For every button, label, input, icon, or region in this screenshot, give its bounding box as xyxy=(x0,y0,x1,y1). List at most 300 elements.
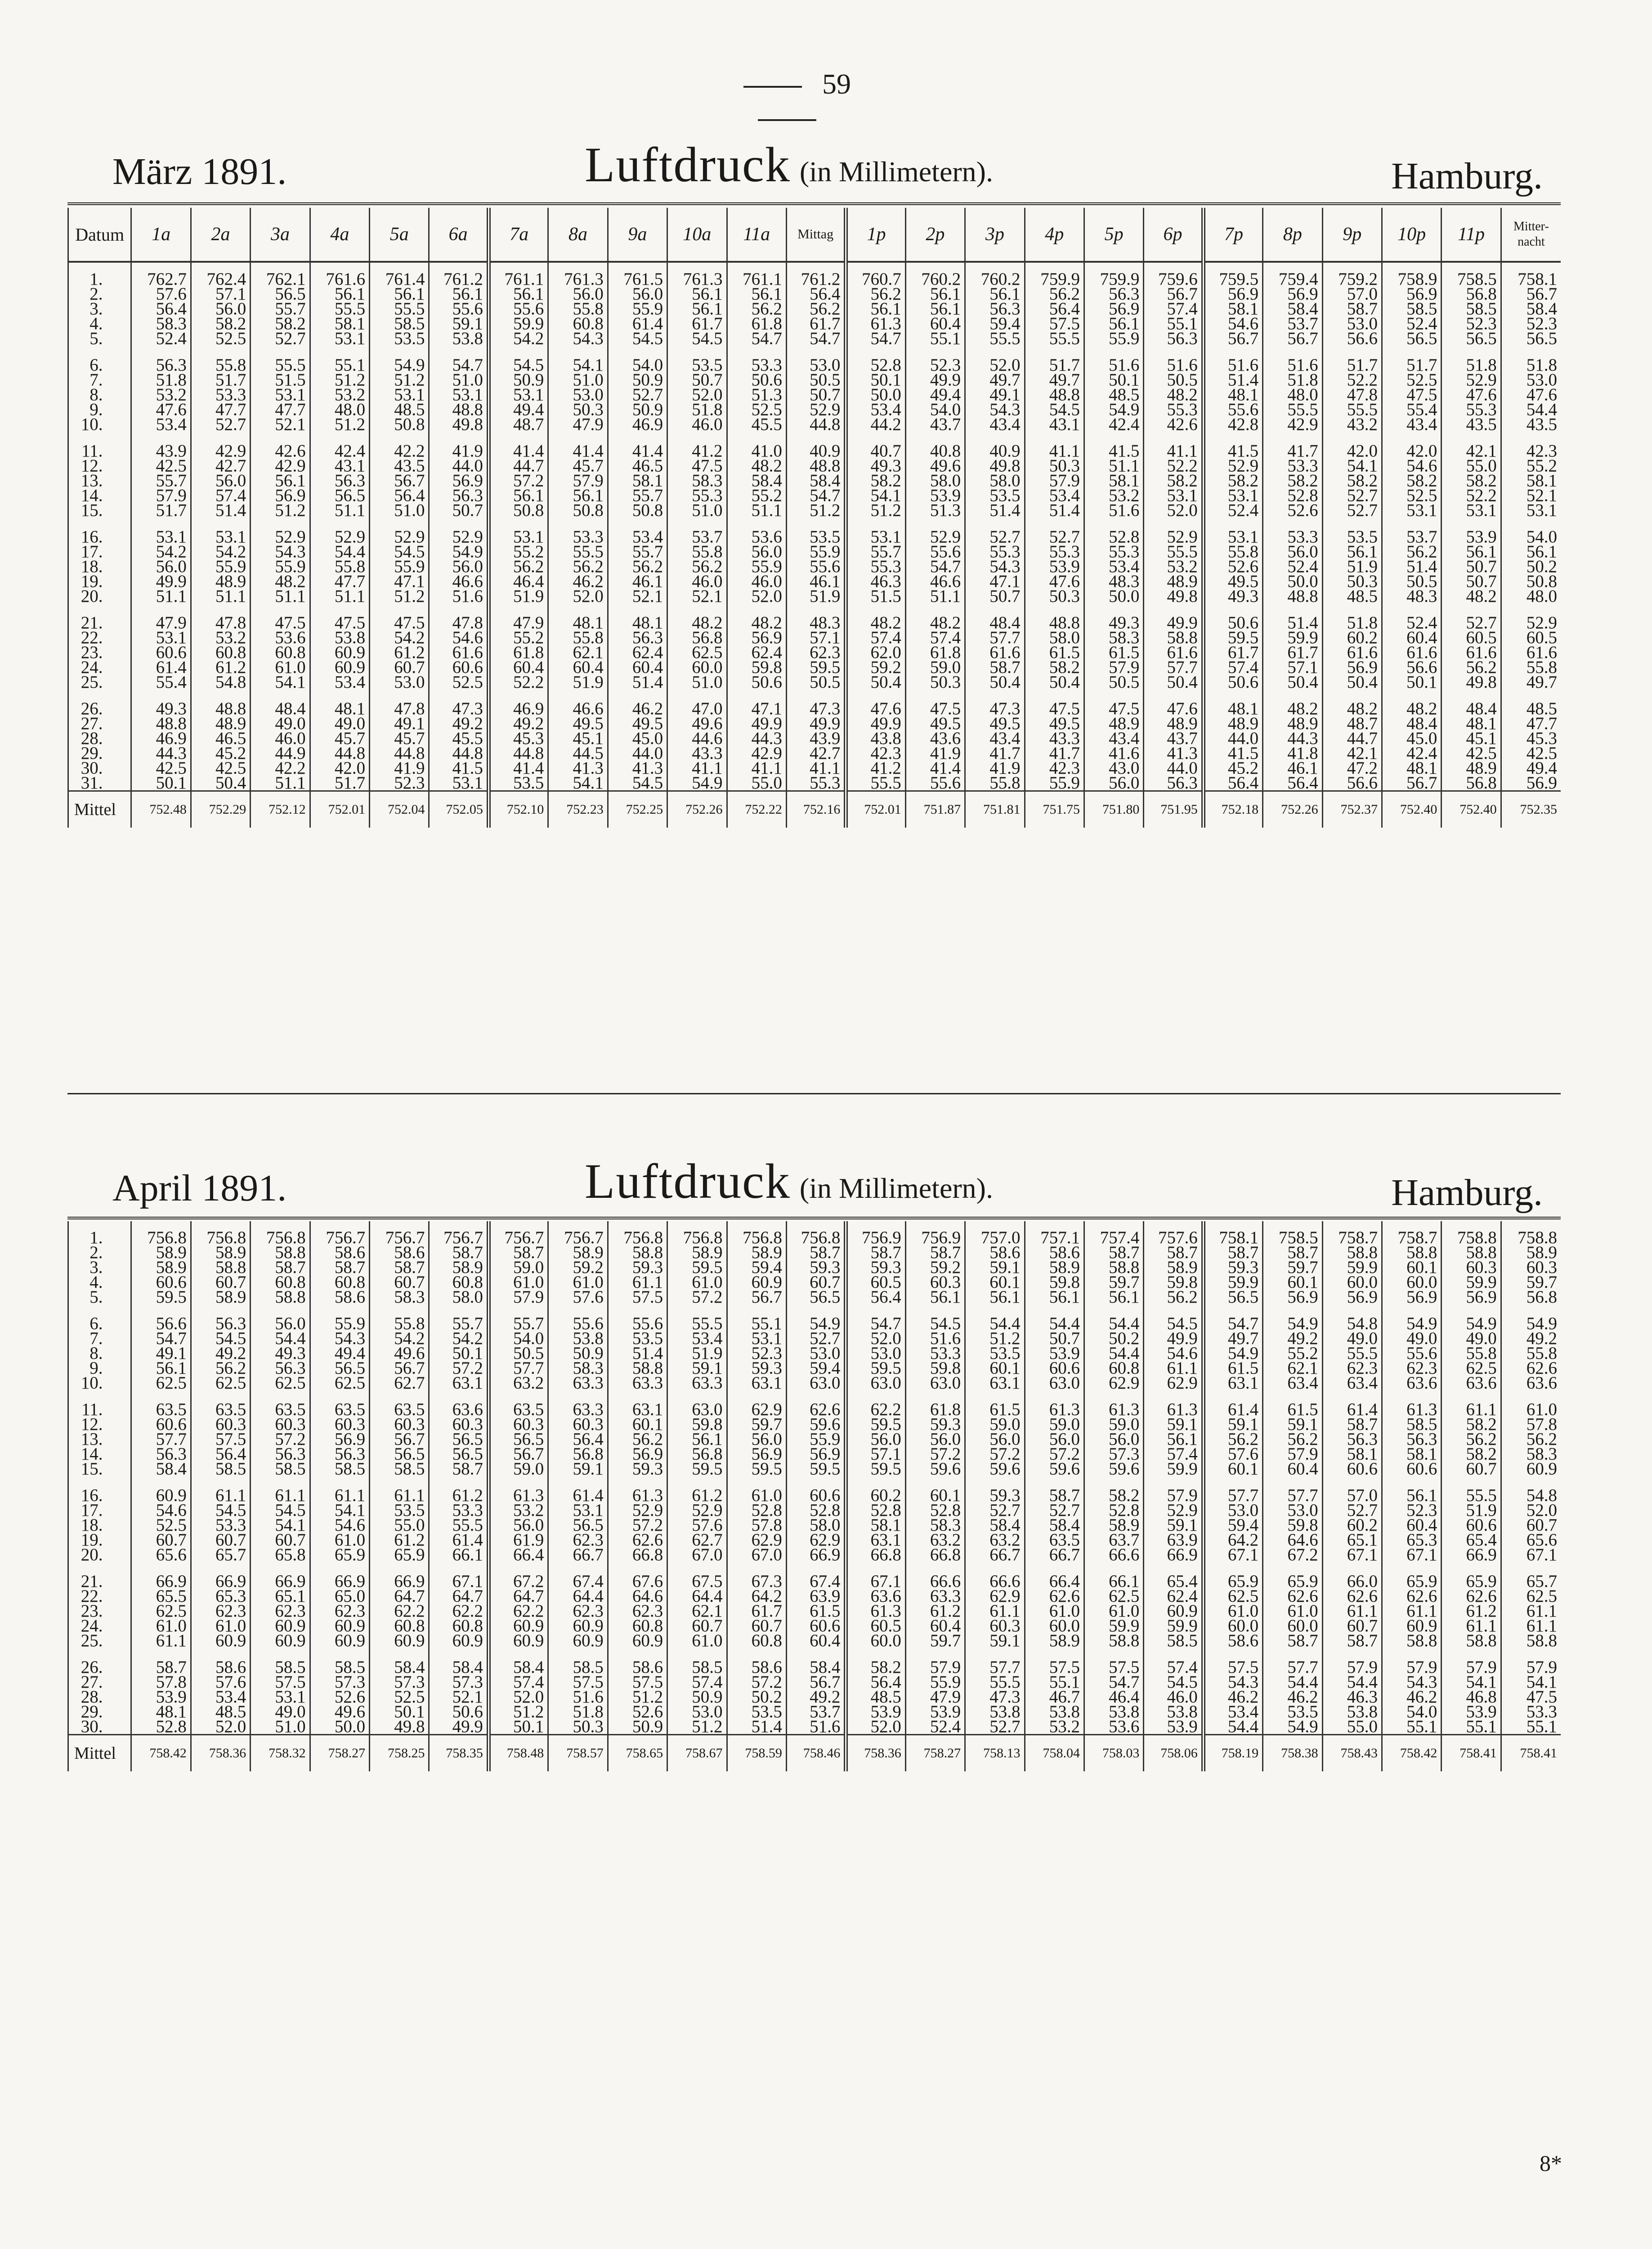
pressure-cell: 61.3 xyxy=(1084,1402,1143,1417)
pressure-cell: 58.7 xyxy=(846,1245,905,1260)
pressure-cell: 62.6 xyxy=(786,1402,846,1417)
pressure-cell: 51.6 xyxy=(1263,358,1322,372)
pressure-cell: 57.0 xyxy=(1322,287,1382,301)
mean-cell: 758.46 xyxy=(786,1735,846,1772)
pressure-cell: 41.5 xyxy=(429,761,488,775)
pressure-cell: 60.5 xyxy=(1501,630,1561,645)
pressure-cell: 45.1 xyxy=(1442,731,1501,746)
pressure-cell: 61.0 xyxy=(1263,1604,1322,1618)
pressure-cell: 57.3 xyxy=(370,1675,429,1689)
pressure-cell: 48.1 xyxy=(1442,716,1501,731)
pressure-cell: 56.7 xyxy=(727,1290,786,1304)
pressure-cell: 45.7 xyxy=(310,731,369,746)
pressure-cell: 55.9 xyxy=(251,559,310,574)
pressure-cell: 59.3 xyxy=(846,1260,905,1275)
pressure-cell: 41.7 xyxy=(965,746,1025,761)
pressure-cell: 55.5 xyxy=(1442,1488,1501,1503)
pressure-cell: 58.3 xyxy=(370,1290,429,1304)
pressure-cell: 66.0 xyxy=(1322,1574,1382,1589)
pressure-cell: 50.8 xyxy=(548,503,608,518)
pressure-cell: 51.6 xyxy=(548,1689,608,1704)
pressure-cell: 50.4 xyxy=(191,775,250,791)
pressure-cell: 42.4 xyxy=(310,444,369,458)
pressure-cell: 56.1 xyxy=(727,287,786,301)
pressure-cell: 60.0 xyxy=(1322,1275,1382,1290)
pressure-cell: 58.7 xyxy=(1322,1417,1382,1432)
pressure-cell: 756.8 xyxy=(191,1221,250,1245)
pressure-cell: 65.0 xyxy=(310,1589,369,1604)
pressure-cell: 760.2 xyxy=(905,262,965,287)
date-cell: 2. xyxy=(68,287,131,301)
pressure-cell: 52.7 xyxy=(1322,1503,1382,1518)
pressure-cell: 46.2 xyxy=(548,574,608,589)
pressure-cell: 56.0 xyxy=(965,1432,1025,1447)
pressure-cell: 58.4 xyxy=(965,1518,1025,1532)
date-cell: 19. xyxy=(68,574,131,589)
pressure-cell: 52.4 xyxy=(1203,503,1263,518)
pressure-cell: 57.4 xyxy=(667,1675,727,1689)
pressure-cell: 63.9 xyxy=(786,1589,846,1604)
pressure-cell: 61.3 xyxy=(1025,1402,1084,1417)
pressure-cell: 66.1 xyxy=(1084,1574,1143,1589)
page-number xyxy=(675,67,900,134)
mean-cell: 752.25 xyxy=(608,791,667,828)
pressure-cell: 53.0 xyxy=(786,358,846,372)
pressure-cell: 45.5 xyxy=(727,417,786,432)
pressure-cell: 50.4 xyxy=(1025,675,1084,690)
pressure-cell: 51.9 xyxy=(786,589,846,604)
pressure-cell: 48.9 xyxy=(1144,716,1203,731)
column-header-datum: Datum xyxy=(68,208,131,262)
pressure-cell: 44.8 xyxy=(488,746,548,761)
pressure-cell: 55.8 xyxy=(667,544,727,559)
pressure-cell: 53.5 xyxy=(1263,1704,1322,1719)
pressure-cell: 60.3 xyxy=(488,1417,548,1432)
pressure-cell: 56.1 xyxy=(1442,544,1501,559)
pressure-cell: 48.7 xyxy=(1322,716,1382,731)
pressure-cell: 42.2 xyxy=(370,444,429,458)
pressure-cell: 58.9 xyxy=(548,1245,608,1260)
pressure-cell: 62.9 xyxy=(786,1532,846,1547)
pressure-cell: 42.0 xyxy=(1322,444,1382,458)
pressure-cell: 56.7 xyxy=(1501,287,1561,301)
pressure-cell: 43.9 xyxy=(786,731,846,746)
pressure-cell: 58.7 xyxy=(488,1245,548,1260)
pressure-cell: 48.8 xyxy=(786,458,846,473)
pressure-cell: 58.1 xyxy=(310,316,369,331)
pressure-cell: 60.3 xyxy=(965,1618,1025,1633)
pressure-cell: 61.3 xyxy=(488,1488,548,1503)
pressure-cell: 52.9 xyxy=(1144,1503,1203,1518)
date-cell: 30. xyxy=(68,1719,131,1735)
pressure-cell: 52.1 xyxy=(1501,488,1561,503)
pressure-cell: 59.0 xyxy=(488,1260,548,1275)
pressure-cell: 47.7 xyxy=(1501,716,1561,731)
pressure-cell: 42.3 xyxy=(1025,761,1084,775)
column-header: 3p xyxy=(965,208,1025,262)
pressure-cell: 65.6 xyxy=(1501,1532,1561,1547)
pressure-cell: 52.5 xyxy=(727,402,786,417)
pressure-cell: 64.6 xyxy=(1263,1532,1322,1547)
pressure-cell: 50.8 xyxy=(488,503,548,518)
pressure-cell: 58.2 xyxy=(1025,660,1084,675)
pressure-cell: 59.5 xyxy=(1203,630,1263,645)
date-cell: 9. xyxy=(68,402,131,417)
pressure-cell: 56.4 xyxy=(1263,775,1322,791)
pressure-cell: 60.3 xyxy=(1501,1260,1561,1275)
pressure-cell: 48.9 xyxy=(1084,716,1143,731)
pressure-cell: 41.5 xyxy=(1203,746,1263,761)
pressure-cell: 50.4 xyxy=(1263,675,1322,690)
pressure-cell: 52.0 xyxy=(1501,1503,1561,1518)
pressure-cell: 56.4 xyxy=(846,1675,905,1689)
pressure-cell: 58.4 xyxy=(1025,1518,1084,1532)
pressure-cell: 58.8 xyxy=(1501,1633,1561,1648)
pressure-cell: 52.5 xyxy=(1382,488,1441,503)
date-cell: 21. xyxy=(68,615,131,630)
pressure-cell: 62.6 xyxy=(1501,1361,1561,1375)
pressure-cell: 55.5 xyxy=(429,1518,488,1532)
pressure-cell: 57.5 xyxy=(608,1675,667,1689)
pressure-cell: 56.2 xyxy=(1144,1290,1203,1304)
pressure-cell: 60.8 xyxy=(429,1618,488,1633)
pressure-cell: 62.3 xyxy=(251,1604,310,1618)
pressure-cell: 48.2 xyxy=(905,615,965,630)
pressure-cell: 63.3 xyxy=(548,1402,608,1417)
pressure-cell: 46.3 xyxy=(1322,1689,1382,1704)
pressure-cell: 56.5 xyxy=(429,1447,488,1461)
date-cell: 26. xyxy=(68,1660,131,1675)
pressure-cell: 56.7 xyxy=(370,1432,429,1447)
pressure-cell: 56.2 xyxy=(608,559,667,574)
pressure-cell: 61.8 xyxy=(488,645,548,660)
pressure-cell: 66.6 xyxy=(1084,1547,1143,1562)
date-cell: 7. xyxy=(68,372,131,387)
pressure-cell: 60.6 xyxy=(131,1417,191,1432)
pressure-cell: 65.9 xyxy=(310,1547,369,1562)
pressure-cell: 63.1 xyxy=(1203,1375,1263,1390)
table-row xyxy=(68,675,1561,690)
pressure-cell: 50.0 xyxy=(1263,574,1322,589)
pressure-cell: 57.9 xyxy=(1322,1660,1382,1675)
pressure-cell: 55.5 xyxy=(548,544,608,559)
pressure-cell: 58.2 xyxy=(191,316,250,331)
pressure-cell: 61.7 xyxy=(727,1604,786,1618)
pressure-cell: 758.5 xyxy=(1263,1221,1322,1245)
pressure-cell: 56.3 xyxy=(429,488,488,503)
pressure-cell: 41.1 xyxy=(667,761,727,775)
pressure-cell: 53.9 xyxy=(1144,1719,1203,1735)
pressure-cell: 55.2 xyxy=(488,630,548,645)
date-cell: 25. xyxy=(68,675,131,690)
column-header: 1a xyxy=(131,208,191,262)
pressure-cell: 62.9 xyxy=(727,1532,786,1547)
date-cell: 26. xyxy=(68,701,131,716)
pressure-cell: 52.9 xyxy=(1144,529,1203,544)
date-cell: 24. xyxy=(68,660,131,675)
pressure-cell: 50.1 xyxy=(488,1719,548,1735)
pressure-cell: 57.9 xyxy=(548,473,608,488)
pressure-cell: 53.3 xyxy=(1263,529,1322,544)
pressure-cell: 51.5 xyxy=(846,589,905,604)
pressure-cell: 61.1 xyxy=(251,1488,310,1503)
pressure-cell: 53.2 xyxy=(1084,488,1143,503)
pressure-cell: 56.8 xyxy=(1501,1290,1561,1304)
pressure-cell: 51.6 xyxy=(1203,358,1263,372)
pressure-cell: 61.1 xyxy=(608,1275,667,1290)
pressure-cell: 55.2 xyxy=(488,544,548,559)
pressure-cell: 49.9 xyxy=(727,716,786,731)
pressure-cell: 55.6 xyxy=(905,775,965,791)
pressure-cell: 60.7 xyxy=(131,1532,191,1547)
pressure-cell: 56.0 xyxy=(1263,544,1322,559)
pressure-cell: 60.8 xyxy=(548,316,608,331)
pressure-cell: 57.2 xyxy=(667,1290,727,1304)
pressure-cell: 50.7 xyxy=(965,589,1025,604)
pressure-cell: 49.0 xyxy=(251,1704,310,1719)
pressure-cell: 51.6 xyxy=(905,1331,965,1346)
april-title-text: Luftdruck xyxy=(585,1154,791,1209)
pressure-cell: 45.0 xyxy=(1382,731,1441,746)
pressure-cell: 54.7 xyxy=(905,559,965,574)
mean-cell: 758.42 xyxy=(1382,1735,1441,1772)
pressure-cell: 56.2 xyxy=(667,559,727,574)
pressure-cell: 47.5 xyxy=(251,615,310,630)
pressure-cell: 62.2 xyxy=(429,1604,488,1618)
pressure-cell: 61.3 xyxy=(608,1488,667,1503)
pressure-cell: 49.4 xyxy=(488,402,548,417)
pressure-cell: 51.8 xyxy=(131,372,191,387)
pressure-cell: 53.1 xyxy=(429,775,488,791)
pressure-cell: 57.8 xyxy=(727,1518,786,1532)
pressure-cell: 63.0 xyxy=(667,1402,727,1417)
pressure-cell: 53.4 xyxy=(131,417,191,432)
april-rule xyxy=(67,1217,1561,1219)
pressure-cell: 52.3 xyxy=(370,775,429,791)
pressure-cell: 51.0 xyxy=(429,372,488,387)
pressure-cell: 56.1 xyxy=(251,473,310,488)
mean-cell: 752.10 xyxy=(488,791,548,828)
pressure-cell: 55.1 xyxy=(727,1316,786,1331)
pressure-cell: 55.9 xyxy=(1084,331,1143,346)
pressure-cell: 61.0 xyxy=(310,1532,369,1547)
pressure-cell: 48.8 xyxy=(1025,615,1084,630)
pressure-cell: 65.5 xyxy=(131,1589,191,1604)
pressure-cell: 48.5 xyxy=(1084,387,1143,402)
pressure-cell: 56.5 xyxy=(310,488,369,503)
pressure-cell: 55.8 xyxy=(370,1316,429,1331)
pressure-cell: 53.4 xyxy=(846,402,905,417)
mean-cell: 752.40 xyxy=(1382,791,1441,828)
date-cell: 2. xyxy=(68,1245,131,1260)
pressure-cell: 47.5 xyxy=(1501,1689,1561,1704)
pressure-cell: 53.5 xyxy=(488,775,548,791)
pressure-cell: 63.1 xyxy=(965,1375,1025,1390)
pressure-cell: 58.6 xyxy=(310,1290,369,1304)
pressure-cell: 43.4 xyxy=(965,417,1025,432)
pressure-cell: 51.7 xyxy=(1025,358,1084,372)
pressure-cell: 56.7 xyxy=(1382,775,1441,791)
pressure-cell: 53.7 xyxy=(1263,316,1322,331)
pressure-cell: 56.0 xyxy=(727,1432,786,1447)
pressure-cell: 43.4 xyxy=(965,731,1025,746)
pressure-cell: 60.0 xyxy=(667,660,727,675)
pressure-cell: 43.9 xyxy=(131,444,191,458)
pressure-cell: 41.8 xyxy=(1263,746,1322,761)
pressure-cell: 51.1 xyxy=(905,589,965,604)
pressure-cell: 65.1 xyxy=(251,1589,310,1604)
april-header xyxy=(67,1151,1561,1214)
pressure-cell: 57.9 xyxy=(1084,660,1143,675)
pressure-cell: 49.2 xyxy=(488,716,548,731)
pressure-cell: 53.6 xyxy=(727,529,786,544)
pressure-cell: 57.6 xyxy=(667,1518,727,1532)
pressure-cell: 54.6 xyxy=(1203,316,1263,331)
pressure-cell: 47.8 xyxy=(370,701,429,716)
pressure-cell: 56.2 xyxy=(846,287,905,301)
pressure-cell: 56.9 xyxy=(1382,1290,1441,1304)
date-cell: 10. xyxy=(68,1375,131,1390)
date-cell: 11. xyxy=(68,1402,131,1417)
pressure-cell: 57.3 xyxy=(1084,1447,1143,1461)
pressure-cell: 52.7 xyxy=(1322,503,1382,518)
pressure-cell: 52.0 xyxy=(846,1331,905,1346)
pressure-cell: 50.1 xyxy=(846,372,905,387)
pressure-cell: 43.7 xyxy=(905,417,965,432)
pressure-cell: 58.6 xyxy=(727,1660,786,1675)
pressure-cell: 54.9 xyxy=(1501,1316,1561,1331)
pressure-cell: 57.8 xyxy=(1501,1417,1561,1432)
pressure-cell: 46.0 xyxy=(667,574,727,589)
pressure-cell: 58.3 xyxy=(131,316,191,331)
pressure-cell: 53.3 xyxy=(191,387,250,402)
pressure-cell: 57.0 xyxy=(1322,1488,1382,1503)
pressure-cell: 49.1 xyxy=(370,716,429,731)
pressure-cell: 41.2 xyxy=(846,761,905,775)
pressure-cell: 58.7 xyxy=(1203,1245,1263,1260)
pressure-cell: 762.7 xyxy=(131,262,191,287)
pressure-cell: 60.8 xyxy=(429,1275,488,1290)
pressure-cell: 42.9 xyxy=(1263,417,1322,432)
pressure-cell: 58.2 xyxy=(1442,473,1501,488)
pressure-cell: 62.3 xyxy=(548,1604,608,1618)
table-row xyxy=(68,1375,1561,1390)
pressure-cell: 51.8 xyxy=(1501,358,1561,372)
pressure-cell: 59.3 xyxy=(965,1488,1025,1503)
pressure-cell: 51.2 xyxy=(370,589,429,604)
pressure-cell: 61.5 xyxy=(1263,1402,1322,1417)
pressure-cell: 46.0 xyxy=(1144,1689,1203,1704)
date-cell: 27. xyxy=(68,716,131,731)
pressure-cell: 59.9 xyxy=(1442,1275,1501,1290)
pressure-cell: 63.3 xyxy=(548,1375,608,1390)
pressure-cell: 49.5 xyxy=(905,716,965,731)
pressure-cell: 53.3 xyxy=(905,1346,965,1361)
pressure-cell: 49.0 xyxy=(1322,1331,1382,1346)
mean-cell: 751.75 xyxy=(1025,791,1084,828)
pressure-cell: 58.3 xyxy=(905,1518,965,1532)
table-row xyxy=(68,1221,1561,1245)
pressure-cell: 48.3 xyxy=(786,615,846,630)
pressure-cell: 57.5 xyxy=(1025,316,1084,331)
pressure-cell: 50.7 xyxy=(667,372,727,387)
pressure-cell: 48.9 xyxy=(191,716,250,731)
pressure-cell: 59.1 xyxy=(1263,1417,1322,1432)
pressure-cell: 52.2 xyxy=(488,675,548,690)
pressure-cell: 59.0 xyxy=(1025,1417,1084,1432)
pressure-cell: 49.5 xyxy=(1203,574,1263,589)
date-cell: 27. xyxy=(68,1675,131,1689)
pressure-cell: 42.0 xyxy=(1382,444,1441,458)
pressure-cell: 59.9 xyxy=(488,316,548,331)
pressure-cell: 54.9 xyxy=(1382,1316,1441,1331)
pressure-cell: 47.1 xyxy=(965,574,1025,589)
pressure-cell: 67.1 xyxy=(1322,1547,1382,1562)
pressure-cell: 57.4 xyxy=(846,630,905,645)
column-header: 10a xyxy=(667,208,727,262)
pressure-cell: 62.5 xyxy=(1203,1589,1263,1604)
pressure-cell: 52.3 xyxy=(905,358,965,372)
pressure-cell: 50.9 xyxy=(608,372,667,387)
pressure-cell: 66.9 xyxy=(1442,1547,1501,1562)
pressure-cell: 61.0 xyxy=(131,1618,191,1633)
pressure-cell: 51.9 xyxy=(548,675,608,690)
pressure-cell: 757.4 xyxy=(1084,1221,1143,1245)
pressure-cell: 48.9 xyxy=(1442,761,1501,775)
pressure-cell: 56.7 xyxy=(1144,287,1203,301)
pressure-cell: 57.2 xyxy=(429,1361,488,1375)
pressure-cell: 52.9 xyxy=(608,1503,667,1518)
pressure-cell: 53.3 xyxy=(1501,1704,1561,1719)
pressure-cell: 41.1 xyxy=(1144,444,1203,458)
april-title-unit: (in Millimetern). xyxy=(799,1172,993,1204)
pressure-cell: 61.2 xyxy=(191,660,250,675)
pressure-cell: 55.1 xyxy=(1442,1719,1501,1735)
pressure-cell: 50.5 xyxy=(488,1346,548,1361)
pressure-cell: 58.2 xyxy=(846,473,905,488)
pressure-cell: 55.8 xyxy=(191,358,250,372)
pressure-cell: 53.6 xyxy=(1084,1719,1143,1735)
pressure-cell: 53.0 xyxy=(1203,1503,1263,1518)
pressure-cell: 56.7 xyxy=(1263,331,1322,346)
pressure-cell: 60.4 xyxy=(608,660,667,675)
pressure-cell: 47.8 xyxy=(1322,387,1382,402)
pressure-cell: 67.5 xyxy=(667,1574,727,1589)
pressure-cell: 47.6 xyxy=(1442,387,1501,402)
pressure-cell: 56.1 xyxy=(131,1361,191,1375)
pressure-cell: 66.7 xyxy=(548,1547,608,1562)
pressure-cell: 63.3 xyxy=(608,1375,667,1390)
pressure-cell: 53.2 xyxy=(1144,559,1203,574)
date-cell: 14. xyxy=(68,488,131,503)
pressure-cell: 49.0 xyxy=(310,716,369,731)
pressure-cell: 49.6 xyxy=(905,458,965,473)
pressure-cell: 61.1 xyxy=(370,1488,429,1503)
pressure-cell: 51.4 xyxy=(1382,559,1441,574)
pressure-cell: 48.9 xyxy=(1144,574,1203,589)
pressure-cell: 56.7 xyxy=(370,473,429,488)
mean-cell: 758.32 xyxy=(251,1735,310,1772)
pressure-cell: 53.5 xyxy=(965,1346,1025,1361)
pressure-cell: 57.1 xyxy=(846,1447,905,1461)
pressure-cell: 57.2 xyxy=(905,1447,965,1461)
column-header: 2a xyxy=(191,208,250,262)
pressure-cell: 55.1 xyxy=(905,331,965,346)
pressure-cell: 756.7 xyxy=(429,1221,488,1245)
pressure-cell: 51.7 xyxy=(310,775,369,791)
pressure-cell: 60.8 xyxy=(370,1618,429,1633)
pressure-cell: 56.0 xyxy=(905,1432,965,1447)
